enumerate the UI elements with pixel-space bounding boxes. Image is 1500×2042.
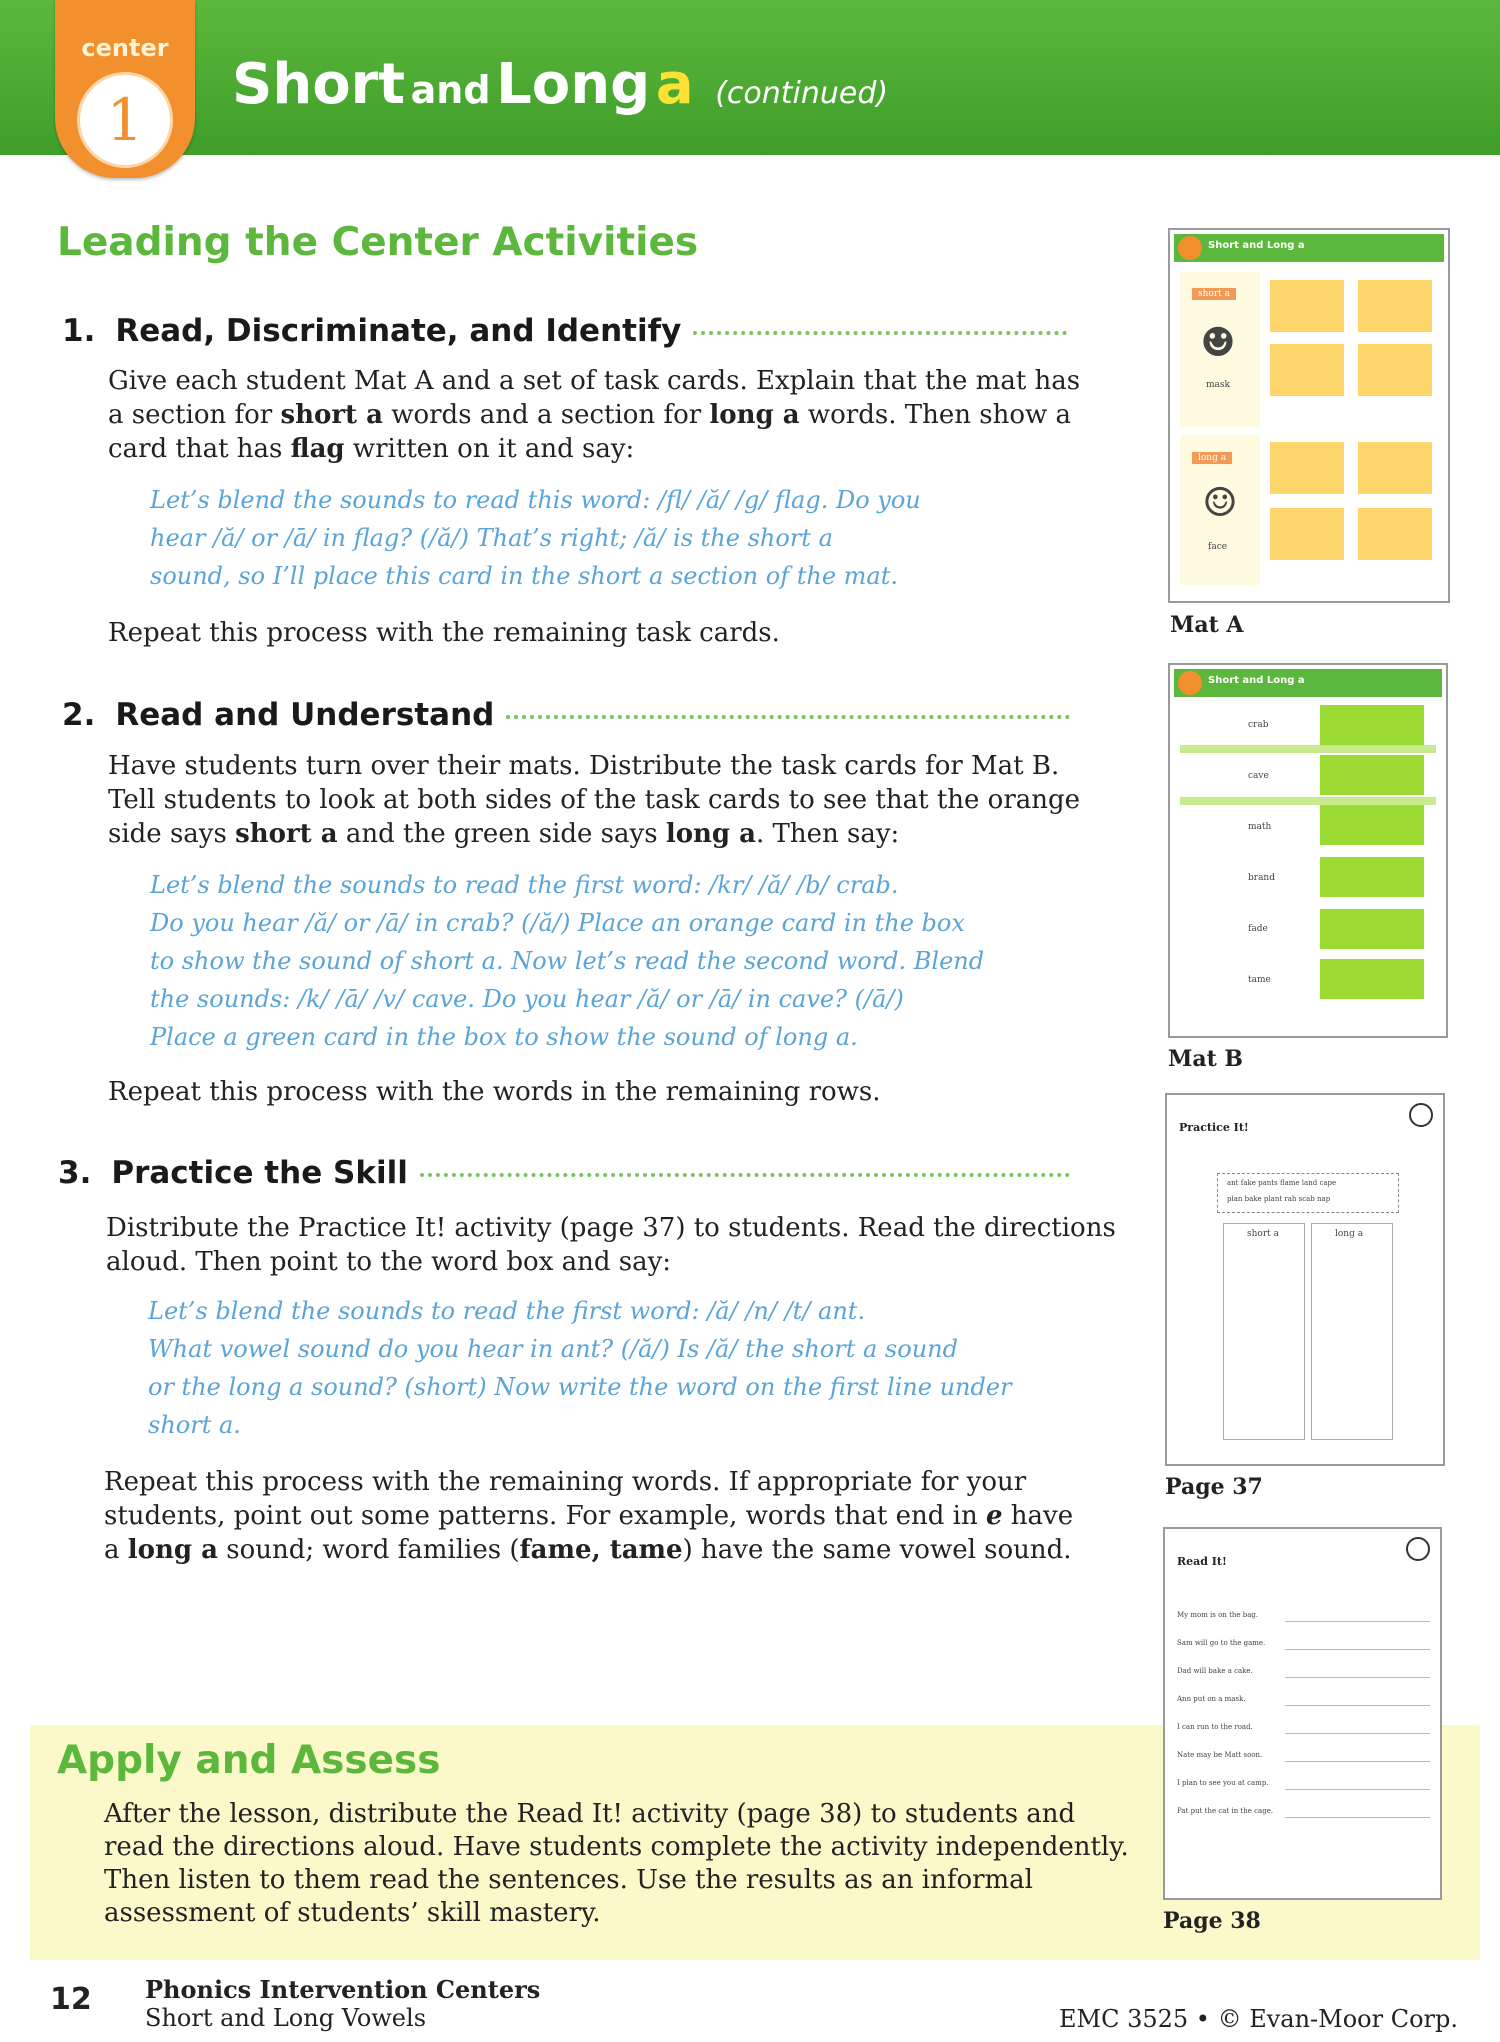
mat-b-caption: Mat B	[1168, 1046, 1244, 1072]
section-title: Leading the Center Activities	[57, 220, 699, 265]
step-1-script: Let’s blend the sounds to read this word: /fl/ /ă/ /g/ flag. Do you hear /ă/ or /ā/ in flag? (/ă/) That’s right; /ă/ is the short a sound, so I’ll place this card in the short a section of the mat.	[150, 486, 921, 590]
copyright: EMC 3525 • © Evan-Moor Corp.	[1058, 2005, 1458, 2033]
center-tab	[55, 0, 195, 178]
center-label: center	[81, 34, 169, 62]
step-2-heading: 2. Read and Understand	[62, 697, 1070, 733]
step-1-heading: 1. Read, Discriminate, and Identify	[62, 313, 1067, 349]
step-2-script: Let’s blend the sounds to read the first word: /kr/ /ă/ /b/ crab. Do you hear /ă/ or /ā/ in crab? (/ă/) Place an orange card in the box to show the sound of short a. Now let’s read the second word. Blend the sounds: /k/ /ā/ /v/ cave. Do you hear /ă/ or /ā/ in cave? (/ā/) Place a green card in the box to show the sound of long a.	[150, 871, 985, 1051]
center-badge-icon	[1409, 1103, 1433, 1127]
book-subtitle: Short and Long Vowels	[145, 2004, 427, 2032]
long-a-label: long a	[1192, 452, 1232, 464]
thumb-header: Short and Long a	[1174, 234, 1444, 262]
mask-icon: ☻	[1200, 320, 1236, 366]
page-number: 12	[50, 1982, 92, 2017]
apply-assess-title: Apply and Assess	[57, 1738, 441, 1783]
short-a-label: short a	[1192, 288, 1236, 300]
center-badge-icon	[1406, 1537, 1430, 1561]
step-2-after: Repeat this process with the words in the remaining rows.	[108, 1077, 881, 1107]
step-3-instructions: Distribute the Practice It! activity (page 37) to students. Read the directions aloud. Then point to the word box and say:	[106, 1213, 1116, 1277]
header-banner	[0, 0, 1500, 155]
step-3-after: Repeat this process with the remaining words. If appropriate for your students, point out some patterns. For example, words that end in e have a long a sound; word families (fame, tame) have the same vowel sound.	[104, 1467, 1074, 1565]
face-icon: ☺	[1202, 480, 1238, 526]
step-1-instructions: Give each student Mat A and a set of task cards. Explain that the mat has a section for short a words and a section for long a words. Then show a card that has flag written on it and say:	[108, 366, 1081, 464]
step-2-instructions: Have students turn over their mats. Distribute the task cards for Mat B. Tell students to look at both sides of the task cards to see that the orange side says short a and the green side says long a. Then say:	[108, 751, 1081, 849]
step-1-after: Repeat this process with the remaining task cards.	[108, 618, 780, 648]
dotted-rule	[420, 1173, 1070, 1177]
mat-b-thumbnail: Short and Long a crab cave math brand fade tame	[1168, 663, 1448, 1038]
step-3-heading: 3. Practice the Skill	[58, 1155, 1070, 1191]
apply-assess-text: After the lesson, distribute the Read It! activity (page 38) to students and read the directions aloud. Have students complete the activity independently. Then listen to them read the sentences. Use the results as an informal assessment of students’ skill mastery.	[104, 1799, 1129, 1928]
mat-a-caption: Mat A	[1170, 612, 1244, 638]
mat-a-thumbnail: Short and Long a short a ☻ mask long a ☺ face	[1168, 228, 1450, 603]
book-title: Phonics Intervention Centers	[145, 1975, 541, 2004]
page-38-thumbnail: Read It! My mom is on the bag. Sam will go to the game. Dad will bake a cake. Ann put on a mask. I can run to the road. Nate may be Matt soon. I plan to see you at camp. Pat put the cat in the cage.	[1163, 1527, 1442, 1900]
page-38-caption: Page 38	[1163, 1908, 1261, 1934]
dotted-rule	[693, 331, 1067, 335]
page-37-caption: Page 37	[1165, 1474, 1263, 1500]
center-number: 1	[77, 72, 173, 168]
page-title: Short and Long a (continued)	[232, 52, 889, 117]
page-37-thumbnail: Practice It! ant fake pants flame land cape plan bake plant rah scab nap short a long a	[1165, 1093, 1445, 1466]
dotted-rule	[506, 715, 1070, 719]
step-3-script: Let’s blend the sounds to read the first word: /ă/ /n/ /t/ ant. What vowel sound do you hear in ant? (/ă/) Is /ă/ the short a sound or the long a sound? (short) Now write the word on the first line under short a.	[148, 1297, 1012, 1439]
thumb-header: Short and Long a	[1174, 669, 1442, 697]
